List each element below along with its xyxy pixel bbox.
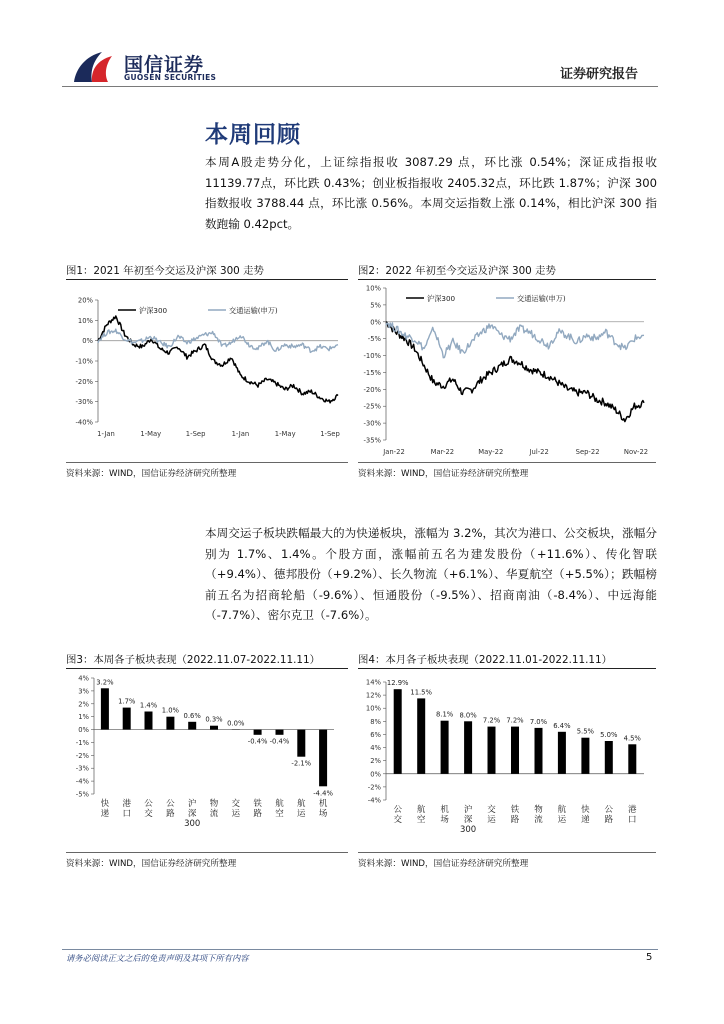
legend-label: 沪深300 [427,294,456,303]
bar [188,722,196,730]
bar [394,689,402,774]
y-tick-label: -35% [363,436,381,445]
x-tick-label: 1-May [274,430,296,438]
x-tick-label: Sep-22 [575,448,600,456]
hs300-series-line [386,322,644,422]
y-tick-label: -20% [75,377,93,386]
bar-value-label: 7.2% [482,716,501,725]
y-tick-label: -4% [75,777,89,786]
fig1-top-rule [66,279,348,280]
bar [123,708,131,730]
fig4-source-rule [358,852,656,853]
bar-value-label: 6.4% [553,721,571,730]
x-tick-label: Mar-22 [430,448,455,456]
x-tick-label: Jul-22 [529,448,549,456]
footer-disclaimer: 请务必阅读正文之后的免责声明及其项下所有内容 [66,953,249,963]
legend-label: 交通运输(申万) [229,306,278,315]
category-label: 机场 [318,799,328,819]
category-label: 快递 [100,799,110,819]
bar-value-label: 1.0% [161,706,180,715]
y-tick-label: -30% [75,398,93,407]
y-tick-label: -40% [75,418,93,427]
bar-value-label: 7.0% [529,717,548,726]
y-tick-label: -5% [367,335,381,344]
fig3-source-rule [66,852,348,853]
category-label: 公交 [393,805,402,825]
bar [297,730,305,757]
category-label: 公路 [166,799,175,819]
footer-divider [62,949,658,950]
y-tick-label: 5% [370,301,381,310]
bar [276,730,284,735]
category-label: 公交 [144,799,153,819]
legend-label: 沪深300 [139,306,168,315]
fig1-source-rule [66,462,348,463]
category-label: 交运 [487,805,496,825]
bar [417,698,425,773]
bar [441,721,449,774]
bar [535,728,543,774]
y-tick-label: 14% [365,678,381,687]
fig3-bar-chart [66,672,348,850]
y-tick-label: -20% [363,385,381,394]
y-tick-label: 10% [365,704,381,713]
bar [101,688,109,729]
bar [605,741,613,774]
fig1-line-chart [66,282,348,460]
y-tick-label: 0% [82,337,93,346]
y-tick-label: 20% [77,296,93,305]
bar [581,738,589,774]
y-tick-label: 3% [78,687,89,696]
y-tick-label: 12% [365,691,381,700]
bar [254,730,262,735]
category-label: 交运 [231,799,241,819]
category-label: 港口 [628,805,637,825]
x-tick-label: 1-Jan [97,430,115,438]
fig2-line-chart [358,282,656,460]
bar [166,717,174,730]
category-label: 物流 [534,805,543,825]
bar-value-label: 3.2% [96,678,114,687]
bar-value-label: 12.9% [386,679,409,688]
y-tick-label: -2% [367,783,381,792]
page-number: 5 [646,952,653,963]
bar [511,727,519,774]
y-tick-label: -25% [363,402,381,411]
logo-name-en: GUOSEN SECURITIES [124,73,217,82]
bar-value-label: -0.4% [247,737,268,746]
y-tick-label: -4% [367,796,381,805]
bar-value-label: -0.4% [269,737,290,746]
bar [210,726,218,730]
y-tick-label: 4% [370,744,381,753]
category-label: 航运 [557,805,567,825]
category-label: 机场 [440,805,449,825]
bar-value-label: 5.0% [600,731,618,739]
logo-name-cn: 国信证券 [124,54,205,76]
y-tick-label: 10% [365,284,381,293]
fig2-top-rule [358,279,656,280]
bar-value-label: 4.5% [623,734,641,743]
category-label: 港口 [122,799,131,819]
y-tick-label: -1% [75,738,89,747]
bar-value-label: 0.3% [205,715,223,724]
bar [145,712,153,730]
hs300-series-line [98,316,338,403]
category-label: 沪深 300 [184,799,201,829]
bar-value-label: 11.5% [410,688,432,697]
fig4-source: 资料来源：WIND，国信证券经济研究所整理 [358,859,529,869]
fig2-source-rule [358,462,656,463]
y-tick-label: 2% [370,757,381,766]
category-label: 航运 [297,799,306,819]
bar-value-label: 0.0% [227,719,245,728]
fig3-top-rule [66,668,348,669]
x-tick-label: 1-Jan [231,430,250,438]
y-tick-label: 0% [370,318,381,327]
section-title: 本周回顾 [205,122,301,148]
header-divider [62,86,658,87]
y-tick-label: 2% [78,700,89,709]
fig1-source: 资料来源：WIND，国信证券经济研究所整理 [66,469,237,479]
bar-value-label: 1.4% [139,701,158,710]
guosen-logo-icon [72,48,116,84]
bar-value-label: -4.4% [313,789,333,798]
category-label: 航空 [416,805,426,825]
y-tick-label: 0% [370,770,381,779]
x-tick-label: Jan-22 [383,448,405,456]
fig3-title: 图3：本周各子板块表现（2022.11.07-2022.11.11） [66,654,321,666]
fig4-bar-chart [358,672,656,850]
bar-value-label: 1.7% [118,697,136,706]
category-label: 快递 [581,805,590,825]
bar-value-label: 0.6% [183,711,201,720]
report-type-label: 证券研究报告 [560,67,639,82]
legend-label: 交通运输(申万) [517,294,566,303]
bar-value-label: 8.1% [435,710,454,719]
category-label: 铁路 [510,805,520,825]
y-tick-label: 1% [78,713,89,722]
fig4-top-rule [358,668,656,669]
bar-value-label: 7.2% [506,716,524,725]
y-tick-label: -30% [363,419,381,428]
bar [558,732,566,774]
y-tick-label: -3% [75,764,89,773]
x-tick-label: Nov-22 [623,448,649,456]
sector-review-paragraph: 本周交运子板块跌幅最大的为快递板块，涨幅为 3.2%，其次为港口、公交板块，涨幅分别为 1.7%、1.4%。个股方面，涨幅前五名为建发股份（+11.6%）、传化智联（+9.4%）、德邦股份（+9.2%）、长久物流（+6.1%）、华夏航空（+5.5%）；跌幅榜前五名为招商轮船（-9.6%）、恒通股份（-9.5%）、招商南油（-8.4%）、中远海能（-7.7%）、密尔克卫（-7.6%）。 [205,526,657,622]
x-tick-label: 1-Sep [185,430,206,438]
fig2-source: 资料来源：WIND，国信证券经济研究所整理 [358,469,529,479]
transport-series-line [386,323,644,358]
bar-value-label: 8.0% [459,711,477,720]
x-tick-label: 1-May [140,430,162,438]
bar [488,727,496,774]
y-tick-label: -10% [75,357,93,366]
x-tick-label: May-22 [478,448,504,456]
y-tick-label: -5% [75,790,89,799]
y-tick-label: 8% [370,717,381,726]
y-tick-label: 10% [77,316,93,325]
category-label: 铁路 [253,799,262,819]
bar [464,721,472,773]
fig3-source: 资料来源：WIND，国信证券经济研究所整理 [66,859,237,869]
fig2-title: 图2：2022 年初至今交运及沪深 300 走势 [358,265,556,277]
category-label: 公路 [604,805,614,825]
bar [628,744,636,774]
y-tick-label: 0% [78,726,89,735]
bar-value-label: 5.5% [576,727,595,736]
category-label: 沪深 300 [459,805,477,835]
market-review-paragraph: 本周A股走势分化，上证综指报收 3087.29 点，环比涨 0.54%；深证成指报收 11139.77点，环比跌 0.43%；创业板指报收 2405.32点，环比跌 1.87%；沪深 300 指数报收 3788.44 点，环比涨 0.56%。本周交运指数上涨 0.14%，相比沪深 300 指数跑输 0.42pct。 [205,155,657,231]
bar [319,730,327,787]
y-tick-label: -15% [363,368,381,377]
y-tick-label: 6% [370,730,381,739]
category-label: 航空 [275,799,284,819]
fig4-title: 图4：本月各子板块表现（2022.11.01-2022.11.11） [358,654,613,666]
fig1-title: 图1：2021 年初至今交运及沪深 300 走势 [66,265,264,277]
category-label: 物流 [209,799,219,819]
x-tick-label: 1-Sep [320,430,340,438]
y-tick-label: -2% [75,751,89,760]
y-tick-label: 4% [78,674,89,683]
y-tick-label: -10% [363,352,381,361]
bar-value-label: -2.1% [291,759,312,768]
